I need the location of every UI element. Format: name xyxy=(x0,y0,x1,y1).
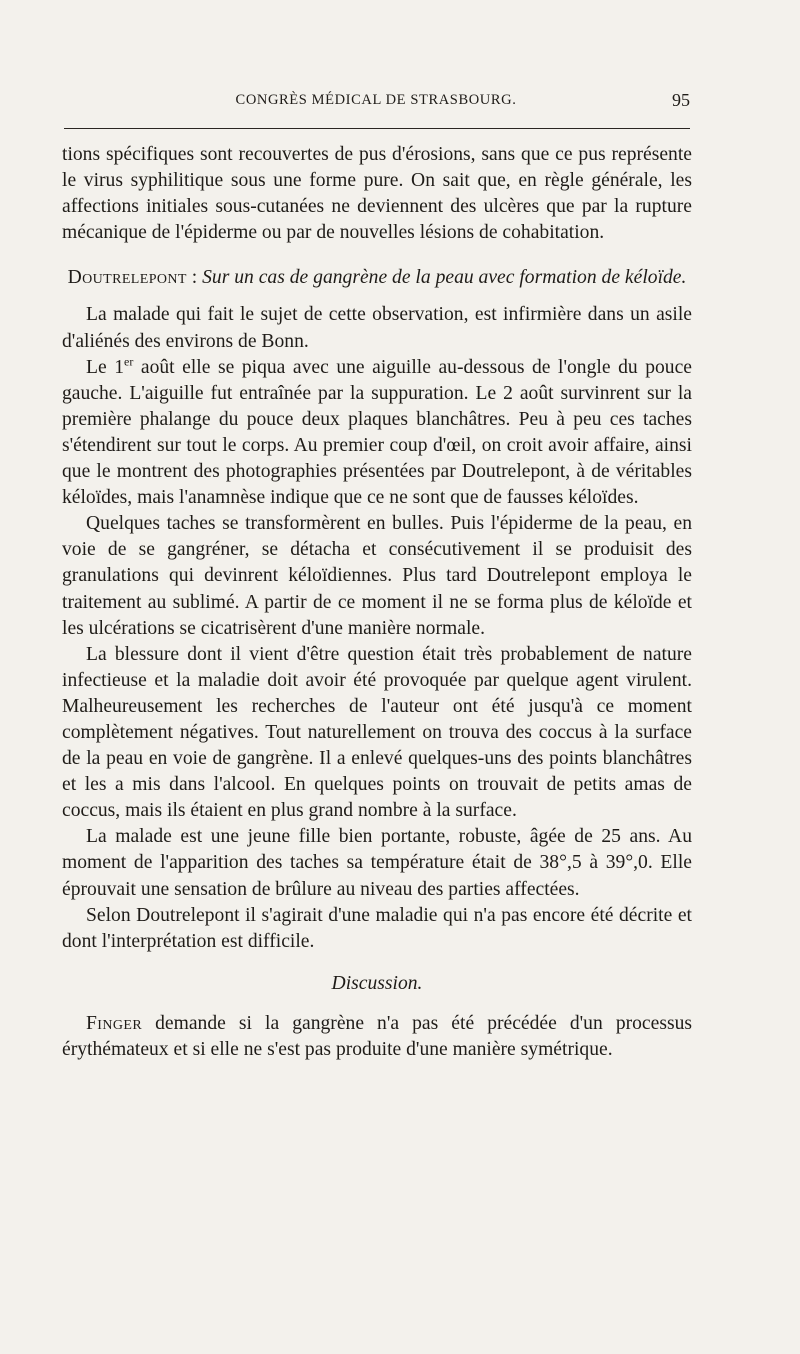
paragraph: La malade est une jeune fille bien portante, robuste, âgée de 25 ans. Au moment de l'apparition des taches sa température était de 38°,5 à 39°,0. Elle éprouvait une sensation de brûlure au niveau des parties affectées. xyxy=(62,826,692,900)
discussion-heading: Discussion. xyxy=(331,972,423,994)
paragraph: La malade qui fait le sujet de cette observation, est infirmière dans un asile d'aliénés des environs de Bonn. xyxy=(62,304,692,352)
superscript: er xyxy=(124,354,134,369)
paragraph-text: août elle se piqua avec une aiguille au-dessous de l'ongle du pouce gauche. L'aiguille fut entraînée par la suppuration. Le 2 août survinrent sur la première phalange du pouce deux plaques blanchâtres. Peu à peu ces taches s'étendirent sur tout le corps. Au premier coup d'œil, on croit avoir affaire, ainsi que le montrent des photographies présentées par Doutrelepont, à de véritables kéloïdes, mais l'anamnèse indique que ce ne sont que de fausses kéloïdes. xyxy=(62,356,692,509)
page-body xyxy=(62,142,692,1063)
paragraph-text: demande si la gangrène n'a pas été précédée d'un processus érythémateux et si elle ne s'est pas produite d'une manière symétrique. xyxy=(62,1012,692,1060)
section-author: Doutrelepont xyxy=(67,267,187,289)
paragraph: La blessure dont il vient d'être question était très probablement de nature infectieuse et la maladie doit avoir été provoquée par quelque agent virulent. Malheureusement les recherches de l'auteur ont été jusqu'à ce moment complètement négatives. Tout naturellement on trouva des coccus à la surface de la peau en voie de gangrène. Il a enlevé quelques-uns des points blanchâtres et les a mis dans l'alcool. En quelques points on trouvait de petits amas de coccus, mais ils étaient en plus grand nombre à la surface. xyxy=(62,643,692,822)
paragraph: Quelques taches se transformèrent en bulles. Puis l'épiderme de la peau, en voie de se gangréner, se détacha et consécutivement il se produisit des granulations qui devinrent kéloïdiennes. Plus tard Doutrelepont employa le traitement au sublimé. A partir de ce moment il ne se forma plus de kéloïde et les ulcérations se cicatrisèrent d'une manière normale. xyxy=(62,513,692,639)
section-separator: : xyxy=(186,267,203,289)
running-title: CONGRÈS MÉDICAL DE STRASBOURG. xyxy=(235,92,517,108)
header-rule xyxy=(64,128,690,129)
paragraph-continuation: tions spécifiques sont recouvertes de pus d'érosions, sans que ce pus représente le virus syphilitique sous une forme pure. On sait que, en règle générale, les affections initiales sous-cutanées ne deviennent des ulcères que par la rupture mécanique de l'épiderme ou par de nouvelles lésions de cohabitation. xyxy=(62,144,692,244)
paragraph xyxy=(62,1011,692,1063)
paragraph: Selon Doutrelepont il s'agirait d'une maladie qui n'a pas encore été décrite et dont l'interprétation est difficile. xyxy=(62,904,692,952)
running-header xyxy=(62,92,690,116)
page-number: 95 xyxy=(672,90,690,110)
paragraph xyxy=(62,355,692,512)
paragraph-text: Le 1 xyxy=(86,356,125,378)
section-title: Sur un cas de gangrène de la peau avec formation de kéloïde. xyxy=(202,267,687,289)
speaker-name: Finger xyxy=(86,1012,143,1034)
section-heading xyxy=(62,265,692,291)
